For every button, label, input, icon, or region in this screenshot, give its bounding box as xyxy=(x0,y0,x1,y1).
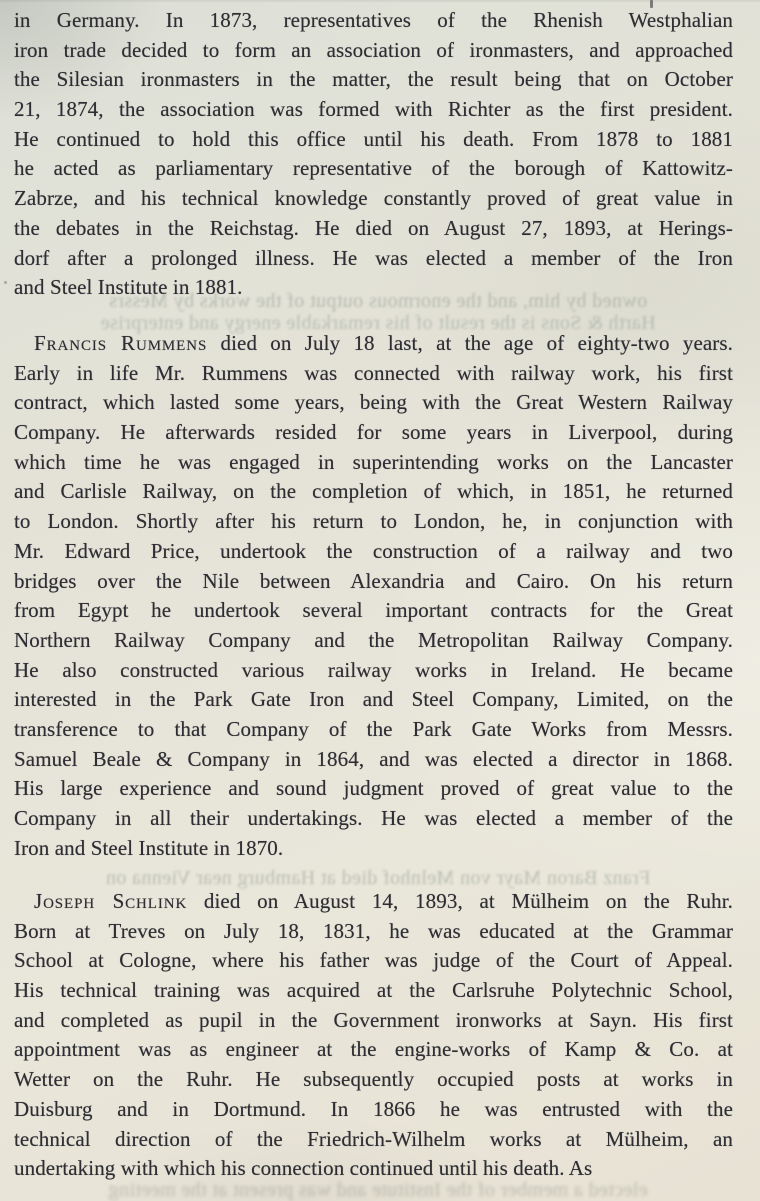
text-line: Northern Railway Company and the Metropolitan Railway Company. xyxy=(14,627,733,652)
text-line: contract, which lasted some years, being with the Great Western Railway xyxy=(14,390,733,415)
text-line: His large experience and sound judgment proved of great value to the xyxy=(14,776,733,801)
text-line: iron trade decided to form an association of ironmasters, and approached xyxy=(14,37,733,62)
text-line: the Silesian ironmasters in the matter, the result being that on October xyxy=(14,67,733,92)
text-line: appointment was as engineer at the engine-works of Kamp & Co. at xyxy=(14,1037,733,1062)
obituary-joseph-schlink xyxy=(14,887,733,1184)
bleed-through-line: Franz Baron Mayr von Melnhof died at Hamburg near Vienna on xyxy=(105,867,651,889)
text-line: Company. He afterwards resided for some years in Liverpool, during xyxy=(14,420,733,445)
person-name: Joseph Schlink xyxy=(34,889,188,913)
text-line: which time he was engaged in superintending works on the Lancaster xyxy=(14,449,733,474)
ink-speck xyxy=(650,0,653,8)
text-line: and completed as pupil in the Government ironworks at Sayn. His first xyxy=(14,1007,733,1032)
text-line: bridges over the Nile between Alexandria and Cairo. On his return xyxy=(14,568,733,593)
text-line: transference to that Company of the Park Gate Works from Messrs. xyxy=(14,716,733,741)
text-line: Francis Rummens died on July 18 last, at the age of eighty-two years. xyxy=(34,331,733,355)
obituary-francis-rummens xyxy=(14,329,733,863)
text-line: Zabrze, and his technical knowledge constantly proved of great value in xyxy=(14,186,733,211)
text-line: Wetter on the Ruhr. He subsequently occupied posts at works in xyxy=(14,1067,733,1092)
person-name: Francis Rummens xyxy=(34,331,208,355)
text-line: His technical training was acquired at the Carlsruhe Polytechnic School, xyxy=(14,978,733,1003)
text-line: to London. Shortly after his return to London, he, in conjunction with xyxy=(14,509,733,534)
text-line: he acted as parliamentary representative of the borough of Kattowitz- xyxy=(14,156,733,181)
text-line: interested in the Park Gate Iron and Steel Company, Limited, on the xyxy=(14,687,733,712)
text-line: Born at Treves on July 18, 1831, he was educated at the Grammar xyxy=(14,918,733,943)
obituary-richter-continuation xyxy=(14,6,733,303)
bleed-through-line: elected a member of the Institute and was present at the meeting xyxy=(108,1179,648,1201)
bleed-through-line: Harth & Sons is the result of his remarkable energy and enterprise xyxy=(100,312,656,334)
bleed-through-line: owned by him, and the enormous output of the works by Messrs xyxy=(108,290,648,312)
text-line: from Egypt he undertook several important contracts for the Great xyxy=(14,598,733,623)
text-line: dorf after a prolonged illness. He was elected a member of the Iron xyxy=(14,245,733,270)
ink-speck xyxy=(4,281,7,284)
text-line: Duisburg and in Dortmund. In 1866 he was entrusted with the xyxy=(14,1096,733,1121)
text-line: Joseph Schlink died on August 14, 1893, at Mülheim on the Ruhr. xyxy=(34,889,733,913)
text-line: Mr. Edward Price, undertook the construction of a railway and two xyxy=(14,538,733,563)
text-line: Early in life Mr. Rummens was connected with railway work, his first xyxy=(14,360,733,385)
text-line: Company in all their undertakings. He was elected a member of the xyxy=(14,806,733,830)
text-line: He continued to hold this office until his death. From 1878 to 1881 xyxy=(14,126,733,151)
text-line: School at Cologne, where his father was judge of the Court of Appeal. xyxy=(14,948,733,973)
text-line: the debates in the Reichstag. He died on August 27, 1893, at Herings- xyxy=(14,215,733,240)
text-line: Iron and Steel Institute in 1870. xyxy=(14,835,284,860)
text-line: 21, 1874, the association was formed with Richter as the first president. xyxy=(14,97,733,122)
text-line: in Germany. In 1873, representatives of the Rhenish Westphalian xyxy=(14,8,733,32)
text-line: undertaking with which his connection continued until his death. As xyxy=(14,1156,593,1181)
text-line: and Carlisle Railway, on the completion of which, in 1851, he returned xyxy=(14,479,733,504)
text-line: Samuel Beale & Company in 1864, and was elected a director in 1868. xyxy=(14,746,733,771)
text-line: and Steel Institute in 1881. xyxy=(14,275,243,300)
text-line: technical direction of the Friedrich-Wilhelm works at Mülheim, an xyxy=(14,1126,733,1151)
text-line: He also constructed various railway works in Ireland. He became xyxy=(14,657,733,682)
